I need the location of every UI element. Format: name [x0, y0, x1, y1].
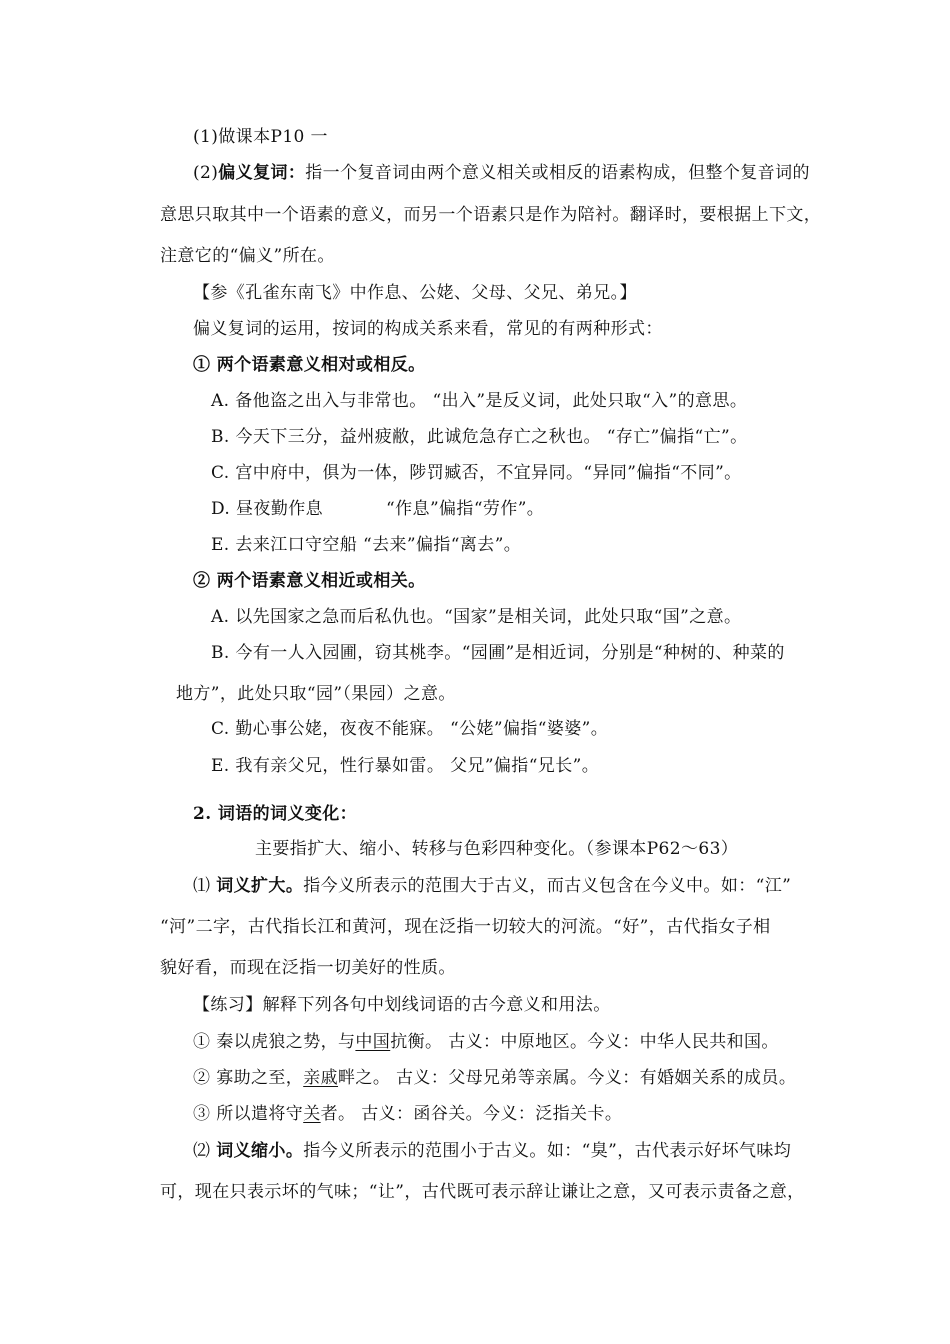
section-heading-meaning-change: 2. 词语的词义变化：: [193, 804, 358, 824]
practice-sentence: ② 寡助之至，: [193, 1068, 304, 1088]
definition-text: 指一个复音词由两个意义相关或相反的语素构成，但整个复音词的: [305, 163, 810, 183]
practice-answer: 者。 古义：函谷关。今义：泛指关卡。: [320, 1104, 623, 1124]
example-b: B. 今天下三分，益州疲敝，此诚危急存亡之秋也。 “存亡”偏指“亡”。: [211, 427, 748, 447]
line-expansion-cont-2: 貌好看，而现在泛指一切美好的性质。: [160, 958, 456, 978]
example-related-b-cont: 地方”，此处只取“园”（果园）之意。: [176, 684, 456, 704]
subheading-related: ② 两个语素意义相近或相关。: [193, 571, 426, 591]
line-usage-intro: 偏义复词的运用，按词的构成关系来看，常见的有两种形式：: [193, 319, 663, 339]
line-reference-note: 【参《孔雀东南飞》中作息、公姥、父母、父兄、弟兄。】: [193, 283, 637, 303]
item-number: (2): [193, 163, 219, 183]
example-related-c: C. 勤心事公姥，夜夜不能寐。 “公姥”偏指“婆婆”。: [211, 719, 609, 739]
underlined-word: 中国: [355, 1032, 391, 1052]
line-definition-cont-2: 注意它的“偏义”所在。: [160, 246, 335, 266]
term-narrowing: 词义缩小。: [216, 1141, 304, 1161]
example-c: C. 宫中府中，俱为一体，陟罚臧否，不宜异同。“异同”偏指“不同”。: [211, 463, 742, 483]
practice-item-2: [193, 1067, 796, 1089]
example-d-sentence: D. 昼夜勤作息: [211, 499, 324, 519]
line-exercise-ref: (1)做课本P10 一: [193, 127, 328, 147]
example-a: A. 备他盗之出入与非常也。 “出入”是反义词，此处只取“入”的意思。: [211, 391, 748, 411]
term-pianyi-fuci: 偏义复词：: [218, 163, 306, 183]
example-d: [211, 498, 544, 520]
expansion-text: 指今义所表示的范围大于古义，而古义包含在今义中。如：“江”: [303, 876, 792, 896]
line-expansion: [193, 875, 791, 897]
underlined-word: 亲戚: [303, 1068, 339, 1088]
line-practice-heading: 【练习】解释下列各句中划线词语的古今意义和用法。: [193, 995, 611, 1015]
term-expansion: 词义扩大。: [216, 876, 304, 896]
practice-item-1: [193, 1031, 779, 1053]
narrowing-text: 指今义所表示的范围小于古义。如：“臭”，古代表示好坏气味均: [303, 1141, 792, 1161]
practice-sentence: ① 秦以虎狼之势，与: [193, 1032, 356, 1052]
subheading-opposite: ① 两个语素意义相对或相反。: [193, 355, 426, 375]
practice-answer: 抗衡。 古义：中原地区。今义：中华人民共和国。: [390, 1032, 779, 1052]
line-expansion-cont-1: “河”二字，古代指长江和黄河，现在泛指一切较大的河流。“好”，古代指女子相: [160, 917, 771, 937]
item-number: ⑵: [193, 1141, 217, 1161]
practice-answer: 畔之。 古义：父母兄弟等亲属。今义：有婚姻关系的成员。: [338, 1068, 797, 1088]
example-related-e: E. 我有亲父兄，性行暴如雷。 父兄”偏指“兄长”。: [211, 756, 600, 776]
example-e: E. 去来江口守空船 “去来”偏指“离去”。: [211, 535, 522, 555]
item-number: ⑴: [193, 876, 217, 896]
example-related-b: B. 今有一人入园圃，窃其桃李。“园圃”是相近词，分别是“种树的、种菜的: [211, 643, 785, 663]
line-pianyi-definition: [193, 162, 810, 184]
example-d-note: “作息”偏指“劳作”。: [386, 499, 545, 519]
example-related-a: A. 以先国家之急而后私仇也。“国家”是相关词，此处只取“国”之意。: [211, 607, 742, 627]
line-narrowing: [193, 1140, 791, 1162]
line-change-summary: 主要指扩大、缩小、转移与色彩四种变化。（参课本P62～63）: [255, 839, 739, 859]
line-definition-cont-1: 意思只取其中一个语素的意义，而另一个语素只是作为陪衬。翻译时，要根据上下文，: [160, 205, 822, 225]
practice-item-3: [193, 1103, 622, 1125]
line-narrowing-cont-1: 可，现在只表示坏的气味；“让”，古代既可表示辞让谦让之意，又可表示责备之意，: [160, 1182, 805, 1202]
practice-sentence: ③ 所以遣将守: [193, 1104, 304, 1124]
underlined-word: 关: [303, 1104, 321, 1124]
